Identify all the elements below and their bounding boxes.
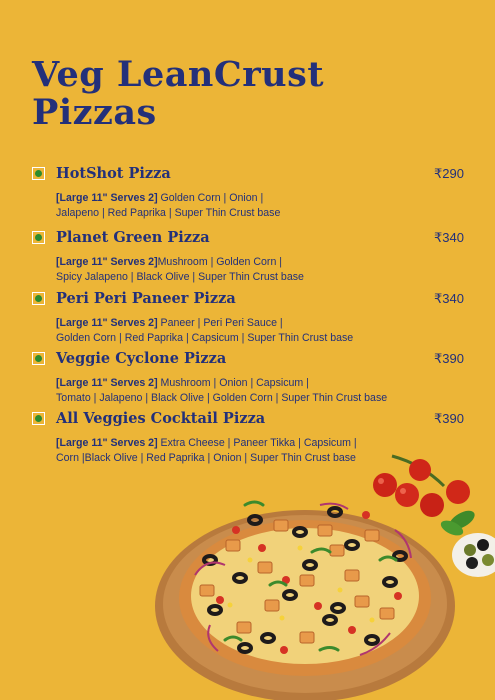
veg-icon	[32, 231, 45, 244]
item-name: Peri Peri Paneer Pizza	[56, 290, 236, 307]
item-size: [Large 11" Serves 2]	[56, 437, 158, 449]
veg-icon	[32, 167, 45, 180]
item-size: [Large 11" Serves 2]	[56, 317, 158, 329]
item-price: ₹390	[434, 411, 464, 426]
item-description: [Large 11" Serves 2] Extra Cheese | Paneer Tikka | Capsicum | Corn |Black Olive | Red Paprika | Onion | Super Thin Crust base	[56, 437, 357, 464]
page-title	[32, 56, 324, 132]
item-description: [Large 11" Serves 2] Golden Corn | Onion | Jalapeno | Red Paprika | Super Thin Crust base	[56, 192, 281, 219]
title-line-1: Veg LeanCrust	[32, 54, 324, 95]
cherry-tomatoes	[373, 456, 470, 517]
menu-item	[32, 229, 472, 285]
item-price: ₹290	[434, 166, 464, 181]
item-price: ₹340	[434, 291, 464, 306]
olive-bowl	[452, 533, 495, 577]
item-name: All Veggies Cocktail Pizza	[56, 410, 266, 427]
item-name: HotShot Pizza	[56, 165, 171, 182]
menu-item	[32, 165, 472, 221]
item-price: ₹340	[434, 230, 464, 245]
item-name: Planet Green Pizza	[56, 229, 210, 246]
item-size: [Large 11" Serves 2]	[56, 256, 158, 268]
item-size: [Large 11" Serves 2]	[56, 377, 158, 389]
item-description: [Large 11" Serves 2] Mushroom | Onion | Capsicum | Tomato | Jalapeno | Black Olive | Golden Corn | Super Thin Crust base	[56, 377, 388, 404]
menu-item	[32, 290, 472, 346]
title-line-2: Pizzas	[32, 92, 157, 133]
item-description: [Large 11" Serves 2] Paneer | Peri Peri Sauce | Golden Corn | Red Paprika | Capsicum | Super Thin Crust base	[56, 317, 354, 344]
item-description: [Large 11" Serves 2]Mushroom | Golden Corn | Spicy Jalapeno | Black Olive | Super Thin Crust base	[56, 256, 304, 283]
veg-icon	[32, 292, 45, 305]
item-size: [Large 11" Serves 2]	[56, 192, 158, 204]
pizza-illustration	[0, 440, 495, 700]
menu-item	[32, 350, 472, 406]
veg-icon	[32, 412, 45, 425]
item-name: Veggie Cyclone Pizza	[56, 350, 227, 367]
item-price: ₹390	[434, 351, 464, 366]
veg-icon	[32, 352, 45, 365]
